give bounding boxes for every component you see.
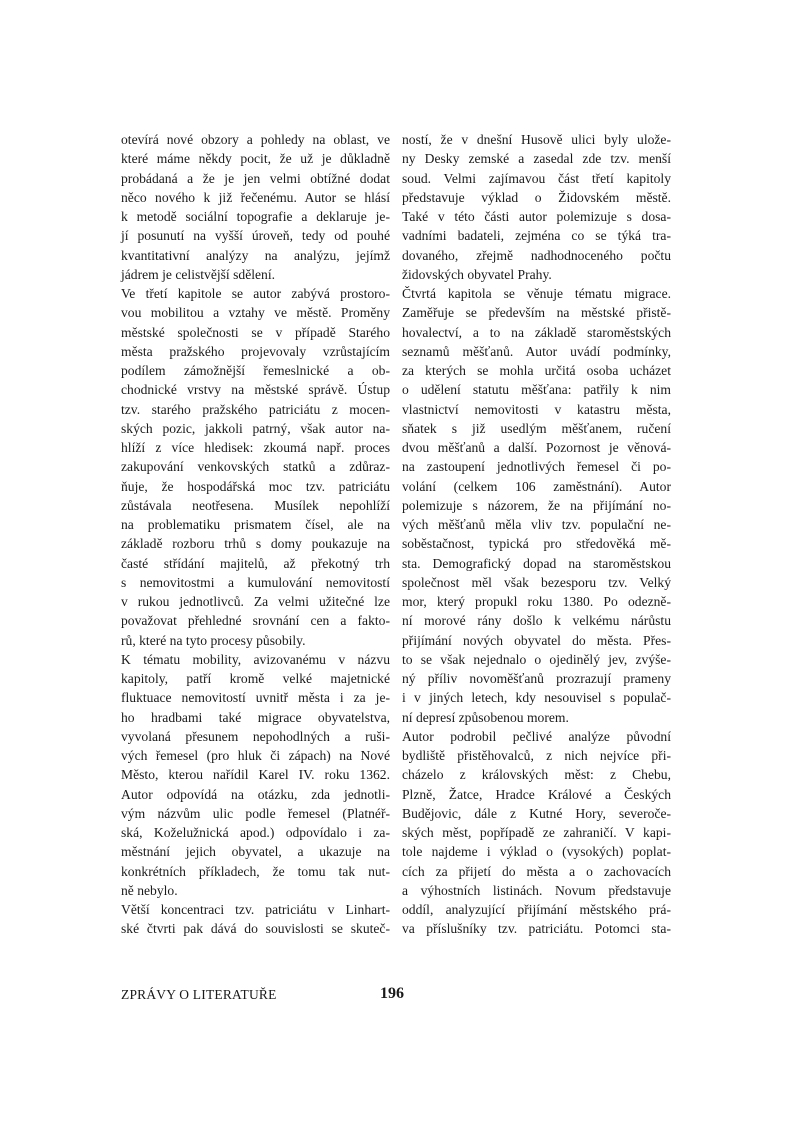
text-line: představuje výklad o Židovském městě. [402, 189, 671, 205]
text-line: ny Desky zemské a zasedal zde tzv. menší [402, 151, 671, 167]
text-line: jádrem je celistvější sdělení. [121, 266, 276, 282]
text-line: na problematiku prismatem čísel, ale na [121, 517, 390, 532]
text-line: v rukou jednotlivců. Za velmi užitečné lze [121, 594, 390, 609]
text-line: konkrétních příkladech, že tomu tak nut- [121, 863, 390, 879]
text-line: městské společnosti se v případě Starého [121, 324, 390, 340]
text-line: chodnické vrstvy na městské správě. Ústup [121, 382, 390, 398]
text-line: to se však nejednalo o ojedinělý jev, zvýše- [402, 651, 671, 667]
text-line: tole najdeme i výklad o (vysokých) poplat- [402, 844, 671, 860]
text-line: Ve třetí kapitole se autor zabývá prostoro- [121, 286, 390, 301]
text-line: hlíží z více hledisek: zkoumá např. proces [121, 440, 390, 455]
text-line: ně nebylo. [121, 882, 178, 898]
text-line: ností, že v dnešní Husově ulici byly ulože- [402, 132, 671, 147]
text-line: něco nového k již řečenému. Autor se hlásí [121, 189, 390, 205]
text-line: tzv. starého pražského patriciátu z mocen- [121, 401, 390, 417]
text-line: polemizuje s názorem, že na přijímání no- [402, 497, 671, 513]
text-line: židovských obyvatel Prahy. [402, 266, 552, 282]
text-line: otevírá nové obzory a pohledy na oblast, ve [121, 132, 390, 147]
text-line: zůstávala neotřesena. Musílek nepohlíží [121, 497, 390, 513]
text-line: K tématu mobility, avizovanému v názvu [121, 651, 390, 667]
text-line: vlastnictví nemovitosti v katastru města, [402, 401, 671, 417]
text-line: časté střídání majitelů, až překotný trh [121, 555, 390, 571]
text-line: dovaného, zřejmě nadhodnoceného počtu [402, 247, 671, 263]
text-line: ské čtvrti pak dává do souvislosti se skuteč- [121, 921, 390, 937]
text-line: sta. Demografický dopad na staroměstskou [402, 555, 671, 571]
text-line: ní depresí způsobenou morem. [402, 709, 569, 725]
text-line: hovalectví, a to na základě staroměstských [402, 324, 671, 340]
text-line: va příslušníky tzv. patriciátu. Potomci sta- [402, 921, 671, 937]
text-line: Město, kterou nařídil Karel IV. roku 1362. [121, 767, 390, 783]
text-line: považovat přehledné srovnání cen a fakto- [121, 613, 390, 629]
text-line: vých měšťanů měla vliv tzv. populační ne- [402, 517, 671, 532]
text-line: které máme někdy pocit, že už je důkladně [121, 151, 390, 167]
text-line: vadními badateli, zejména co se týká tra- [402, 228, 671, 244]
text-line: na zastoupení jednotlivých řemesel či po- [402, 459, 671, 475]
text-line: ská, Koželužnická apod.) odpovídalo i za- [121, 825, 390, 840]
text-line: sňatek s již usedlým měšťanem, ručení [402, 420, 671, 436]
text-line: mor, který propukl roku 1380. Po odezně- [402, 594, 671, 609]
text-line: ní morové rány došlo k velkému nárůstu [402, 613, 671, 629]
text-line: Autor odpovídá na otázku, zda jednotli- [121, 786, 390, 802]
text-line: fluktuace nemovitostí uvnitř města i za je- [121, 690, 390, 706]
text-line: základě rozboru trhů s domy poukazuje na [121, 536, 390, 552]
text-line: ských měst, popřípadě ze zahraničí. V kapi- [402, 825, 671, 840]
left-text-column [121, 130, 390, 939]
text-line: vou mobilitou a vztahy ve městě. Proměny [121, 305, 390, 321]
text-line: seznamů měšťanů. Autor uvádí podmínky, [402, 343, 671, 359]
text-line: Zaměřuje se především na městské přistě- [402, 305, 671, 321]
text-line: Plzně, Žatce, Hradce Králové a Českých [402, 786, 671, 802]
text-line: Také v této části autor polemizuje s dosa- [402, 209, 671, 224]
text-line: města pražského projevovaly vzrůstajícím [121, 343, 390, 359]
text-line: ňuje, že hospodářská moc tzv. patriciátu [121, 478, 390, 494]
text-line: ho hradbami také migrace obyvatelstva, [121, 709, 390, 725]
text-line: volání (celkem 106 zaměstnání). Autor [402, 478, 671, 494]
text-line: za kterých se mohla určitá osoba ucházet [402, 363, 671, 378]
text-line: ný příliv novoměšťanů prozrazují prameny [402, 671, 671, 686]
text-line: rů, které na tyto procesy působily. [121, 632, 306, 648]
text-line: k metodě sociální topografie a deklaruje je- [121, 209, 390, 224]
text-line: oddíl, analyzující přijímání městského prá- [402, 902, 671, 917]
text-line: dvou měšťanů a další. Pozornost je věnová- [402, 440, 671, 455]
text-line: kapitoly, patří kromě velké majetnické [121, 671, 390, 686]
text-line: probádaná a že je jen velmi obtížné dodat [121, 170, 390, 186]
text-line: kvantitativní analýzy na analýzu, jejímž [121, 247, 390, 263]
text-line: Autor podrobil pečlivé analýze původní [402, 728, 671, 744]
text-line: i v jiných letech, kdy nesouvisel s populač- [402, 690, 671, 706]
text-line: vyvolaná přesunem nepohodlných a ruši- [121, 728, 390, 744]
text-line: bydliště přistěhovalců, z nich nejvíce při- [402, 748, 671, 763]
text-line: Čtvrtá kapitola se věnuje tématu migrace. [402, 286, 671, 301]
page-number: 196 [380, 985, 404, 1002]
text-line: ských pozic, jakkoli patrný, však autor na- [121, 420, 390, 436]
running-footer-title: ZPRÁVY O LITERATUŘE [121, 987, 277, 1002]
text-line: soud. Velmi zajímavou část třetí kapitoly [402, 170, 671, 186]
text-line: zakupování venkovských statků a zdůraz- [121, 459, 390, 475]
text-line: cházelo z královských měst: z Chebu, [402, 767, 671, 783]
text-line: cích za přijetí do města a o zachovacích [402, 863, 671, 879]
text-line: jí posunutí na vyšší úroveň, tedy od pouhé [121, 228, 390, 244]
text-line: městnání jejich obyvatel, a ukazuje na [121, 844, 390, 860]
text-line: Budějovic, dále z Kutné Hory, severoče- [402, 805, 671, 821]
text-line: Větší koncentraci tzv. patriciátu v Linhart- [121, 902, 390, 917]
right-text-column [402, 130, 671, 939]
text-line: s nemovitostmi a kumulování nemovitostí [121, 574, 390, 590]
text-line: přijímání nových obyvatel do města. Přes- [402, 632, 671, 648]
text-line: vým názvům ulic podle řemesel (Platnéř- [121, 805, 390, 821]
text-line: podílem zámožnější řemeslnické a ob- [121, 363, 390, 378]
text-line: a výhostních listinách. Novum představuje [402, 882, 671, 898]
text-line: vých řemesel (pro hluk či zápach) na Nové [121, 748, 390, 763]
text-line: o udělení statutu měšťana: patřily k nim [402, 382, 671, 398]
text-line: soběstačnost, typická pro středověká mě- [402, 536, 671, 552]
text-line: společnost měl však bezesporu tzv. Velký [402, 574, 671, 590]
